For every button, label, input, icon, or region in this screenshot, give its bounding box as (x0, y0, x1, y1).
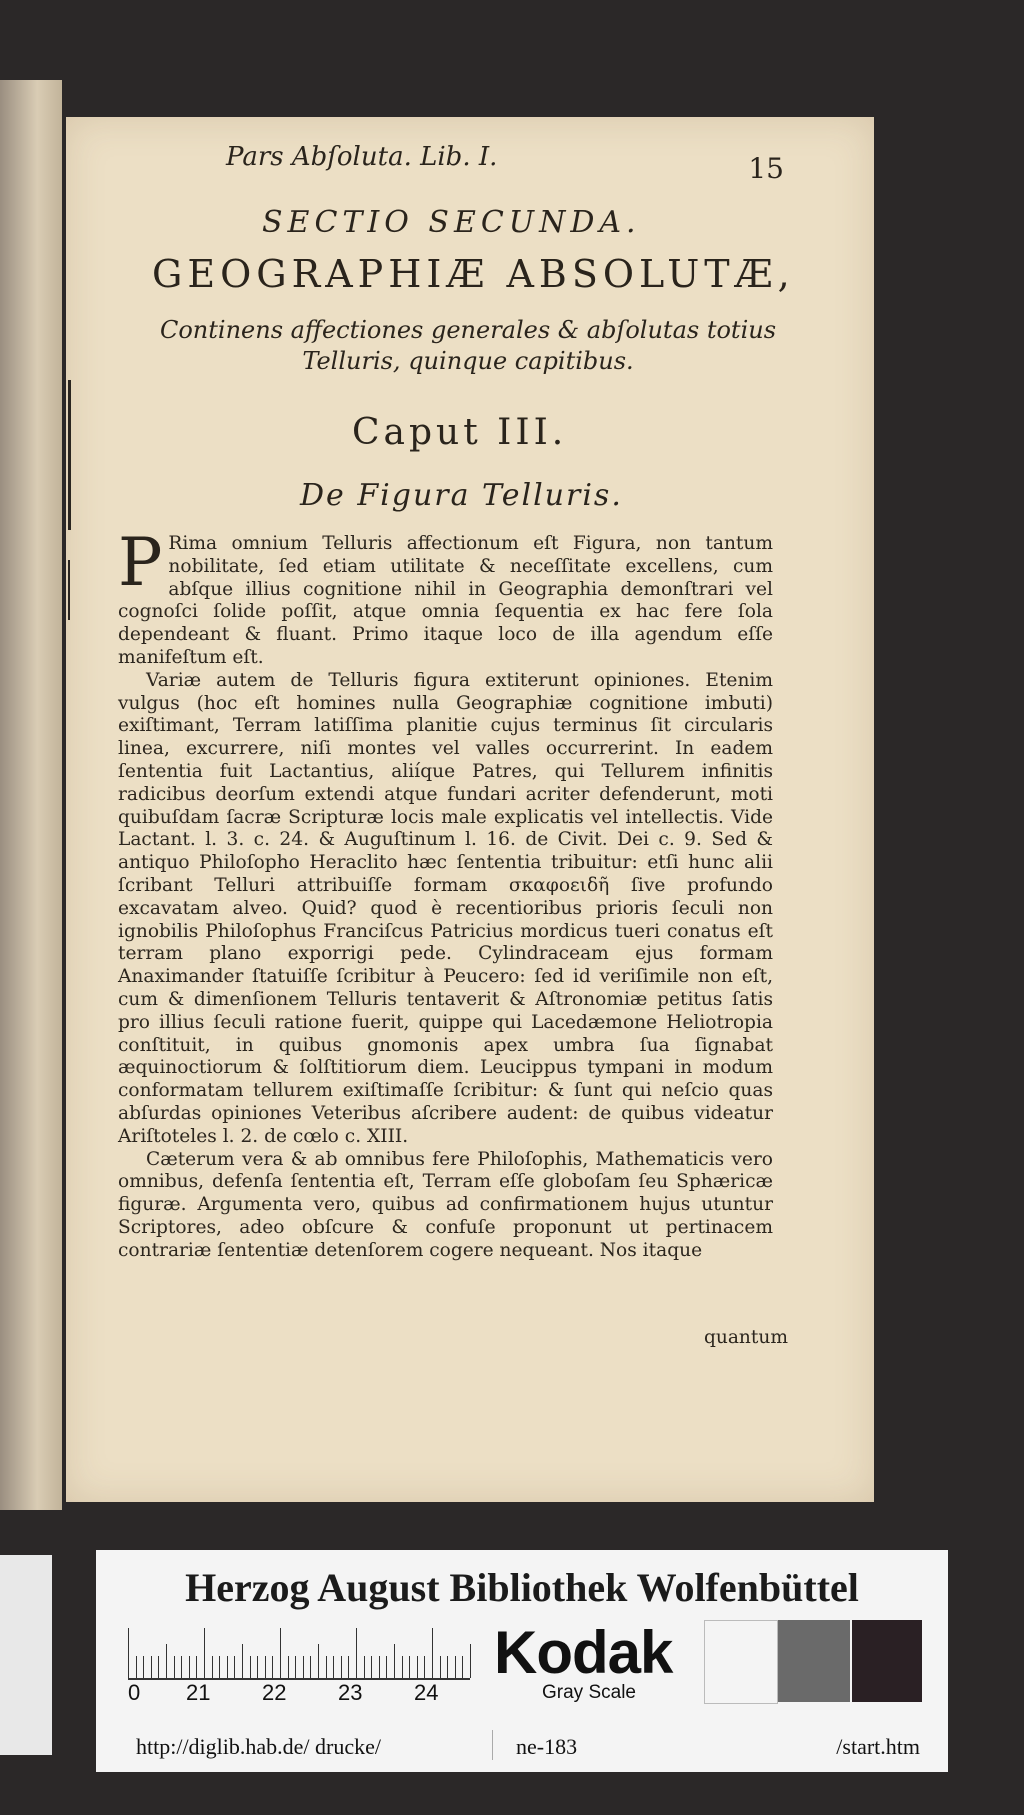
paragraph: Cæterum vera & ab omnibus fere Philoſophis, Mathematicis vero omnibus, defenſa ſententia eſt, Terram eſſe globoſam ſeu Sphæricæ figuræ. Argumenta vero, quibus ad confirmationem hujus utuntur Scriptores, adeo obſcure & confuſe proponunt ut pertinacem contrariæ ſententiæ detenſorem cogere nequeant. Nos itaque (118, 1148, 773, 1261)
ruler-tick (440, 1656, 441, 1678)
ruler-tick (151, 1656, 152, 1678)
ruler-tick (189, 1656, 190, 1678)
ruler-tick (242, 1644, 243, 1678)
adjacent-page-edge (0, 80, 62, 1510)
section-heading: SECTIO SECUNDA. (262, 205, 641, 240)
ruler-tick (303, 1656, 304, 1678)
ruler-tick (447, 1656, 448, 1678)
ruler-tick (326, 1656, 327, 1678)
paragraph (118, 524, 773, 670)
ruler-tick (280, 1628, 281, 1678)
paragraph-text: Rima omnium Telluris affectionum eſt Figura, non tantum nobilitate, ſed etiam utilitate & neceſſitate excellens, cum abſque illius cognitione nihil in Geographia demonſtrari vel cognoſci ſolide poſſit, atque omnia ſequentia ex hac fere ſola dependeant & fluant. Primo itaque loco de illa agendum eſſe manifeſtum eſt. (118, 533, 773, 668)
ruler-tick (265, 1656, 266, 1678)
ruler-tick (462, 1656, 463, 1678)
ruler-tick (158, 1656, 159, 1678)
url-suffix: /start.htm (836, 1734, 920, 1759)
ruler-tick (432, 1628, 433, 1678)
ruler-tick (212, 1656, 213, 1678)
ruler-tick (402, 1656, 403, 1678)
library-name: Herzog August Bibliothek Wolfenbüttel (185, 1565, 859, 1610)
url-id: ne-183 (516, 1734, 578, 1759)
page-gutter-shadow-lower (68, 560, 70, 620)
ruler-tick (250, 1656, 251, 1678)
ruler-tick (143, 1656, 144, 1678)
running-head: Pars Abſoluta. Lib. I. (226, 142, 498, 172)
gray-scale-label: Gray Scale (542, 1682, 636, 1703)
url-divider (492, 1730, 493, 1760)
ruler-number: 24 (414, 1680, 439, 1705)
ruler-tick (136, 1656, 137, 1678)
page-gutter-shadow (68, 380, 71, 530)
url-prefix: http://diglib.hab.de/ drucke/ (136, 1734, 382, 1759)
ruler-tick (371, 1656, 372, 1678)
ruler-tick (386, 1656, 387, 1678)
ruler-tick (364, 1656, 365, 1678)
ruler-tick (219, 1656, 220, 1678)
ruler-tick (424, 1656, 425, 1678)
paragraph: Variæ autem de Telluris figura extiterunt opiniones. Etenim vulgus (hoc eſt homines nulla Geographiæ cognitione imbuti) exiſtimant, Terram latiſſima planitie cujus terminus ſit circularis linea, excurrere, niſi montes vel valles occurrerint. In eadem ſententia fuit Lactantius, aliíque Patres, qui Tellurem infinitis radicibus deorſum extendi atque fundari acriter defenderunt, moti quibuſdam ſacræ Scripturæ locis male explicatis vel intellectis. Vide Lactant. l. 3. c. 24. & Auguſtinum l. 16. de Civit. Dei c. 9. Sed & antiquo Philoſopho Heraclito hæc ſententia tribuitur: etſi hunc alii ſcribant Telluri attribuiſſe formam σκαφοειδῆ ſive profundo excavatam alveo. Quid? quod è recentioribus prioris ſeculi non ignobilis Philoſophus Franciſcus Patricius mordicus tueri conatus eſt terram plano exporrigi pede. Cylindraceam ejus formam Anaximander ſtatuiſſe ſcribitur à Peucero: ſed id veriſimile non eſt, cum & dimenſionem Telluris tentaverit & Aſtronomiæ petitus ſatis pro illius ſeculi ratione fuerit, quippe qui Lacedæmone Heliotropia conſtituit, in quibus gnomonis apex umbra ſua ſignabat æquinoctiorum & ſolſtitiorum diem. Leucippus tympani in modum conformatam tellurem exiſtimaſſe ſcribitur: & ſunt qui neſcio quas abſurdas opiniones Veteribus aſcribere audent: de quibus videatur Ariſtoteles l. 2. de cœlo c. XIII. (118, 669, 773, 1147)
ruler-tick (295, 1656, 296, 1678)
ruler-number: 23 (338, 1680, 363, 1705)
drop-cap: P (118, 524, 163, 601)
ruler-tick (272, 1656, 273, 1678)
ruler-tick (409, 1656, 410, 1678)
ruler-tick (181, 1656, 182, 1678)
ruler-tick (394, 1644, 395, 1678)
adjacent-card-edge (0, 1555, 52, 1755)
ruler-tick (128, 1628, 129, 1678)
ruler-tick (455, 1656, 456, 1678)
body-text (118, 524, 773, 1263)
ruler-tick (227, 1656, 228, 1678)
ruler-tick (257, 1656, 258, 1678)
kodak-logo: Kodak (494, 1619, 673, 1686)
page-title: GEOGRAPHIÆ ABSOLUTÆ, (152, 252, 795, 296)
subtitle: Continens affectiones generales & abſolutas totius Telluris, quinque capitibus. (159, 316, 777, 375)
ruler-tick (318, 1644, 319, 1678)
ruler-number: 0 (128, 1680, 141, 1705)
ruler-number: 22 (262, 1680, 287, 1705)
ruler-tick (341, 1656, 342, 1678)
page-number: 15 (748, 152, 784, 185)
catchword: quantum (703, 1327, 788, 1348)
ruler-tick (310, 1656, 311, 1678)
library-banner (96, 1550, 948, 1772)
ruler-tick (174, 1656, 175, 1678)
ruler-tick (333, 1656, 334, 1678)
ruler-number: 21 (186, 1680, 211, 1705)
ruler-tick (196, 1656, 197, 1678)
ruler-tick (288, 1656, 289, 1678)
chapter-title: De Figura Telluris. (300, 478, 623, 513)
scale-ruler (128, 1626, 470, 1680)
ruler-tick (379, 1656, 380, 1678)
ruler-tick (166, 1644, 167, 1678)
gray-swatch-white (704, 1620, 778, 1704)
ruler-tick (417, 1656, 418, 1678)
ruler-tick (204, 1628, 205, 1678)
ruler-tick (356, 1628, 357, 1678)
gray-swatch-mid (778, 1620, 850, 1702)
ruler-tick (348, 1656, 349, 1678)
gray-swatch-dark (852, 1620, 922, 1702)
chapter-number: Caput III. (352, 412, 568, 453)
ruler-tick (234, 1656, 235, 1678)
ruler-tick (470, 1644, 471, 1678)
